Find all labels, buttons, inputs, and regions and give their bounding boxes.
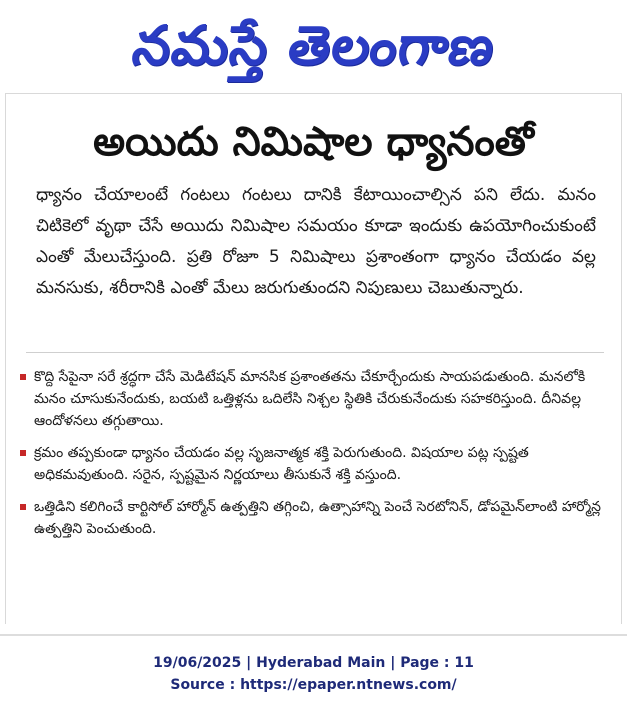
bullet-item xyxy=(20,442,604,486)
article-intro: ధ్యానం చేయాలంటే గంటలు గంటలు దానికి కేటాయించాల్సిన పని లేదు. మనం చిటికెలో వృథా చేసే అయిదు నిమిషాల సమయం కూడా ఇందుకు ఉపయోగించుకుంటే ఎంతో మేలుచేస్తుంది. ప్రతి రోజూ 5 నిమిషాలు ప్రశాంతంగా ధ్యానం చేయడం వల్ల మనసుకు, శరీరానికి ఎంతో మేలు జరుగుతుందని నిపుణులు చెబుతున్నారు. xyxy=(36,185,596,298)
article-headline: అయిదు నిమిషాల ధ్యానంతో xyxy=(93,119,534,165)
edition-info: 19/06/2025 | Hyderabad Main | Page : 11 xyxy=(153,655,474,671)
bullet-square-icon xyxy=(20,374,26,380)
bullet-item xyxy=(20,496,604,540)
newspaper-logo: నమస్తే తెలంగాణ xyxy=(128,14,499,77)
bullet-text: కొద్ది సేపైనా సరే శ్రద్ధగా చేసే మెడిటేషన్ మానసిక ప్రశాంతతను చేకూర్చేందుకు సాయపడుతుంది. మనలోకి మనం చూసుకునేందుకు, బయటి ఒత్తిళ్లను ఒదిలేసి నిశ్చల స్థితికి చేరుకునేందుకు సహకరిస్తుంది. దీనివల్ల ఆందోళనలు తగ్గుతాయి. xyxy=(34,369,586,429)
footer xyxy=(0,652,627,696)
bullet-square-icon xyxy=(20,504,26,510)
section-divider xyxy=(26,352,604,353)
bullet-list xyxy=(20,366,604,550)
footer-divider xyxy=(0,634,627,636)
masthead xyxy=(0,6,627,86)
bullet-text: ఒత్తిడిని కలిగించే కార్టిసోల్ హార్మోన్ ఉత్పత్తిని తగ్గించి, ఉత్సాహాన్ని పెంచే సెరటోనిన్, డోపమైన్‌లాంటి హార్మోన్ల ఉత్పత్తిని పెంచుతుంది. xyxy=(34,499,601,537)
bullet-text: క్రమం తప్పకుండా ధ్యానం చేయడం వల్ల సృజనాత్మక శక్తి పెరుగుతుంది. విషయాల పట్ల స్పష్టత అధికమవుతుంది. సరైన, స్పష్టమైన నిర్ణయాలు తీసుకునే శక్తి వస్తుంది. xyxy=(34,445,529,483)
source-link[interactable]: Source : https://epaper.ntnews.com/ xyxy=(170,677,457,693)
bullet-item xyxy=(20,366,604,432)
bullet-square-icon xyxy=(20,450,26,456)
